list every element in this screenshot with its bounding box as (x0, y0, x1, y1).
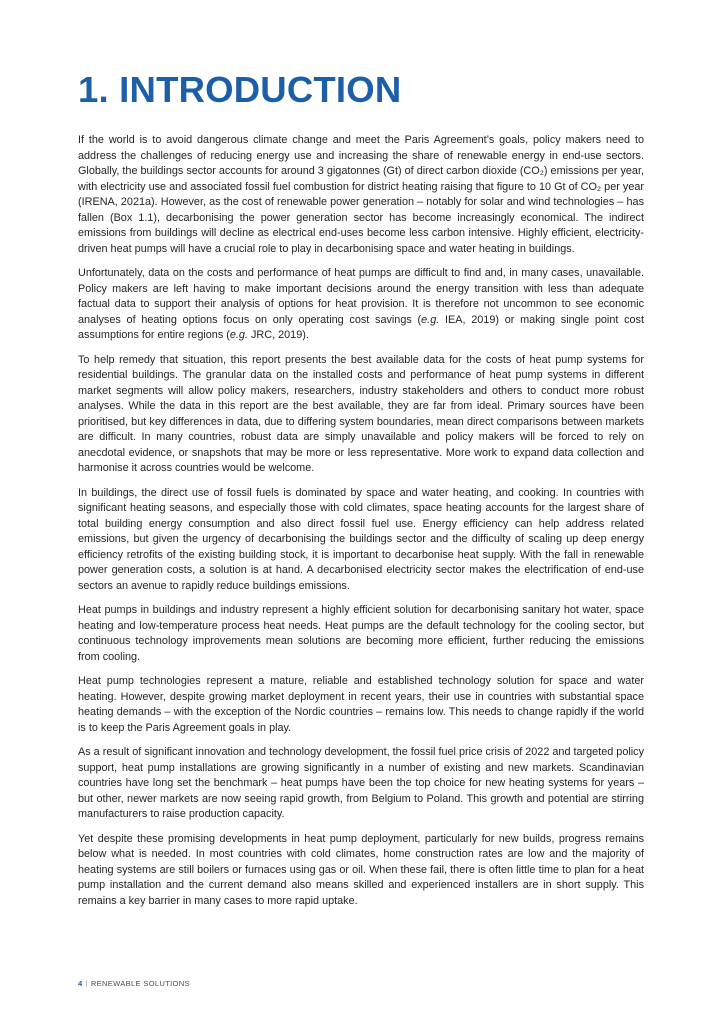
footer-separator: | (85, 979, 88, 988)
publication-name: RENEWABLE SOLUTIONS (90, 979, 190, 988)
paragraph-1: If the world is to avoid dangerous climate change and meet the Paris Agreement’s goals, policy makers need to address the challenges of reducing energy use and increasing the share of renewable energy in end-use sectors. Globally, the buildings sector accounts for around 3 gigatonnes (Gt) of direct carbon dioxide (CO₂) emissions per year, with electricity use and associated fossil fuel combustion for district heating raising that figure to 10 Gt of CO₂ per year (IRENA, 2021a). However, as the cost of renewable power generation – notably for solar and wind technologies – has fallen (Box 1.1), decarbonising the power generation sector has become increasingly economical. The indirect emissions from buildings will decline as electrical end-uses become less carbon intensive. Highly efficient, electricity-driven heat pumps will have a crucial role to play in decarbonising space and water heating in buildings. (78, 134, 644, 255)
paragraph-4: In buildings, the direct use of fossil fuels is dominated by space and water heating, and cooking. In countries with significant heating seasons, and especially those with cold climates, space heating accounts for the largest share of total building energy consumption and also direct fossil fuel use. Energy efficiency can help address related emissions, but given the urgency of decarbonising the buildings sector and the difficulty of scaling up deep energy efficiency retrofits of the existing building stock, it is important to decarbonise heat supply. With the fall in renewable power generation costs, a solution is at hand. A decarbonised electricity sector makes the electrification of end-use sectors an avenue to rapidly reduce buildings emissions. (78, 486, 644, 592)
body-text (78, 133, 644, 918)
paragraph-7: As a result of significant innovation and technology development, the fossil fuel price crisis of 2022 and targeted policy support, heat pump installations are growing significantly in a number of existing and new markets. Scandinavian countries have long set the benchmark – heat pumps have been the top choice for new heating systems for years – but other, newer markets are now seeing rapid growth, from Belgium to Poland. This growth and potential are stirring manufacturers to raise production capacity. (78, 746, 645, 820)
paragraph-8: Yet despite these promising developments in heat pump deployment, particularly for new builds, progress remains below what is needed. In most countries with cold climates, home construction rates are low and the majority of heating systems are still boilers or furnaces using gas or oil. When these fail, there is often little time to plan for a heat pump installation and the current demand also means skilled and experienced installers are in short supply. This remains a key barrier in many cases to more rapid uptake. (78, 832, 644, 907)
citation-abbrev: e.g. (229, 329, 248, 341)
paragraph-6: Heat pump technologies represent a mature, reliable and established technology solution for space and water heating. However, despite growing market deployment in recent years, their use in countries with substantial space heating demands – with the exception of the Nordic countries – remains low. This needs to change rapidly if the world is to keep the Paris Agreement goals in play. (78, 675, 644, 734)
section-heading: 1. INTRODUCTION (78, 69, 402, 110)
paragraph-2: Unfortunately, data on the costs and performance of heat pumps are difficult to find and, in many cases, unavailable. Policy makers are left having to make important decisions around the energy transition with less than adequate factual data to support their analysis of options for heat provision. It is therefore not uncommon to see economic analyses of heating options focus on only operating cost savings (e.g. IEA, 2019) or making single point cost assumptions for entire regions (e.g. JRC, 2019). (78, 267, 644, 341)
page-number: 4 (78, 979, 83, 988)
paragraph-3: To help remedy that situation, this report presents the best available data for the costs of heat pump systems for residential buildings. The granular data on the installed costs and performance of heat pump systems in different market segments will allow policy makers, researchers, industry stakeholders and others to conduct more robust analyses. While the data in this report are the best available, they are far from ideal. Primary sources have been prioritised, but key differences in data, due to differing system boundaries, mean direct comparisons between markets are difficult. In many countries, robust data are simply unavailable and policy makers will be forced to rely on anecdotal evidence, or snapshots that may be more or less representative. More work to expand data collection and harmonise it across countries would be welcome. (78, 353, 644, 474)
page-footer (78, 979, 190, 989)
citation-abbrev: e.g. (421, 313, 440, 326)
paragraph-5: Heat pumps in buildings and industry represent a highly efficient solution for decarbonising sanitary hot water, space heating and low-temperature process heat needs. Heat pumps are the default technology for the cooling sector, but continuous technology improvements mean solutions are becoming more efficient, further reducing the emissions from cooling. (78, 604, 644, 663)
